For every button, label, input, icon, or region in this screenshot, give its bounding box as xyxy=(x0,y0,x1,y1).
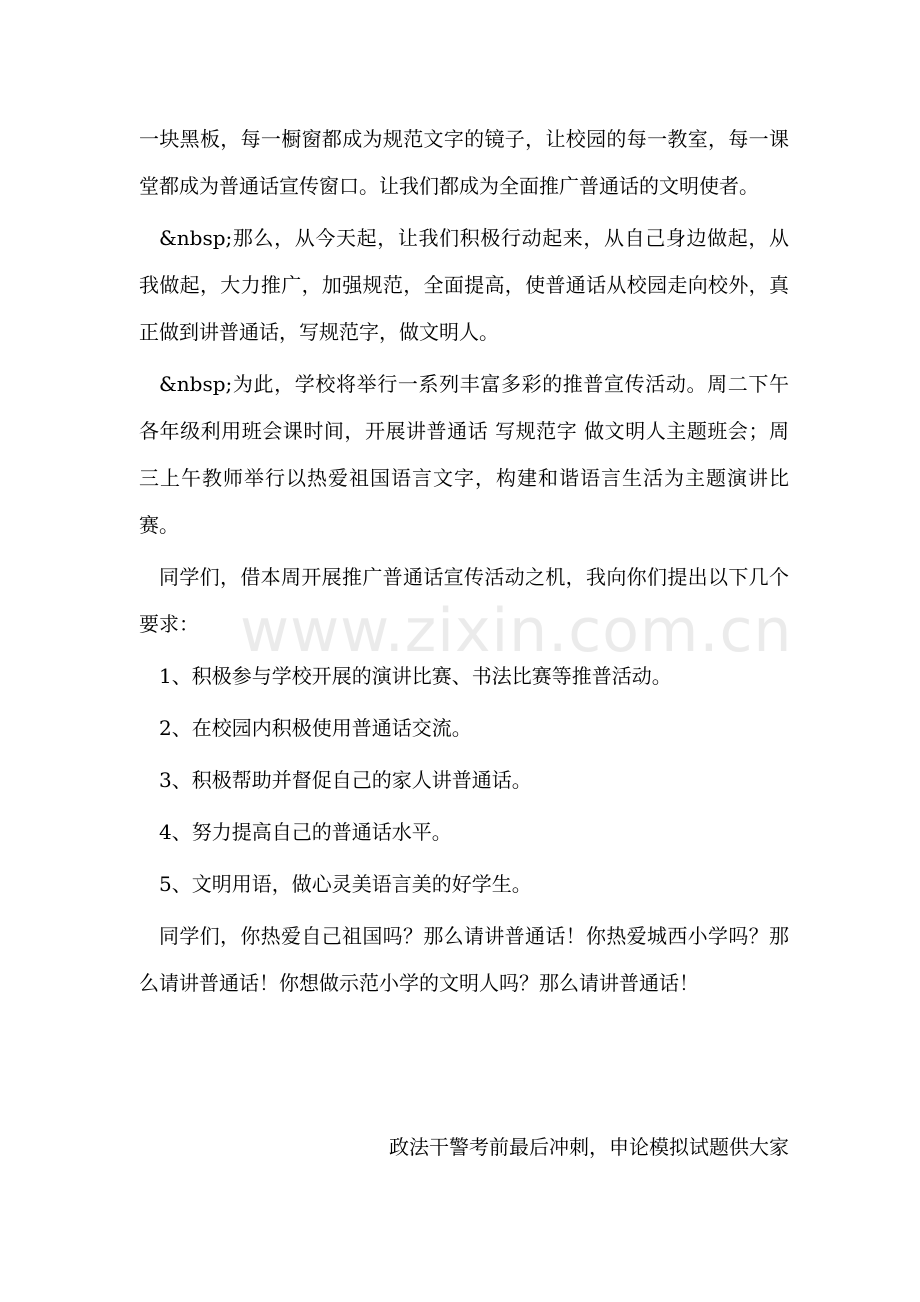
paragraph-activities: &nbsp;为此，学校将举行一系列丰富多彩的推普宣传活动。周二下午各年级利用班会课时间，开展讲普通话 写规范字 做文明人主题班会；周三上午教师举行以热爱祖国语言文字，构建和谐语言生活为主题演讲比赛。 xyxy=(139,372,789,537)
list-item: 5、文明用语，做心灵美语言美的好学生。 xyxy=(159,872,532,896)
paragraph-requirements-intro: 同学们，借本周开展推广普通话宣传活动之机，我向你们提出以下几个要求： xyxy=(139,565,789,636)
paragraph-intro: 一块黑板，每一橱窗都成为规范文字的镜子，让校园的每一教室，每一课堂都成为普通话宣传窗口。让我们都成为全面推广普通话的文明使者。 xyxy=(139,127,789,198)
list-item: 4、努力提高自己的普通话水平。 xyxy=(159,820,452,844)
document-body xyxy=(139,116,793,1012)
list-item: 1、积极参与学校开展的演讲比赛、书法比赛等推普活动。 xyxy=(159,664,672,688)
footer-text: 政法干警考前最后冲刺，申论模拟试题供大家 xyxy=(389,1135,789,1159)
paragraph-call-to-action: &nbsp;那么，从今天起，让我们积极行动起来，从自己身边做起，从我做起，大力推广，加强规范，全面提高，使普通话从校园走向校外，真正做到讲普通话，写规范字，做文明人。 xyxy=(139,226,789,344)
list-item: 2、在校园内积极使用普通话交流。 xyxy=(159,716,472,740)
list-item: 3、积极帮助并督促自己的家人讲普通话。 xyxy=(159,768,532,792)
paragraph-closing: 同学们，你热爱自己祖国吗？那么请讲普通话！你热爱城西小学吗？那么请讲普通话！你想做示范小学的文明人吗？那么请讲普通话！ xyxy=(139,924,789,995)
watermark: www.zixin.com.cn xyxy=(240,596,793,666)
requirements-list xyxy=(139,653,789,908)
